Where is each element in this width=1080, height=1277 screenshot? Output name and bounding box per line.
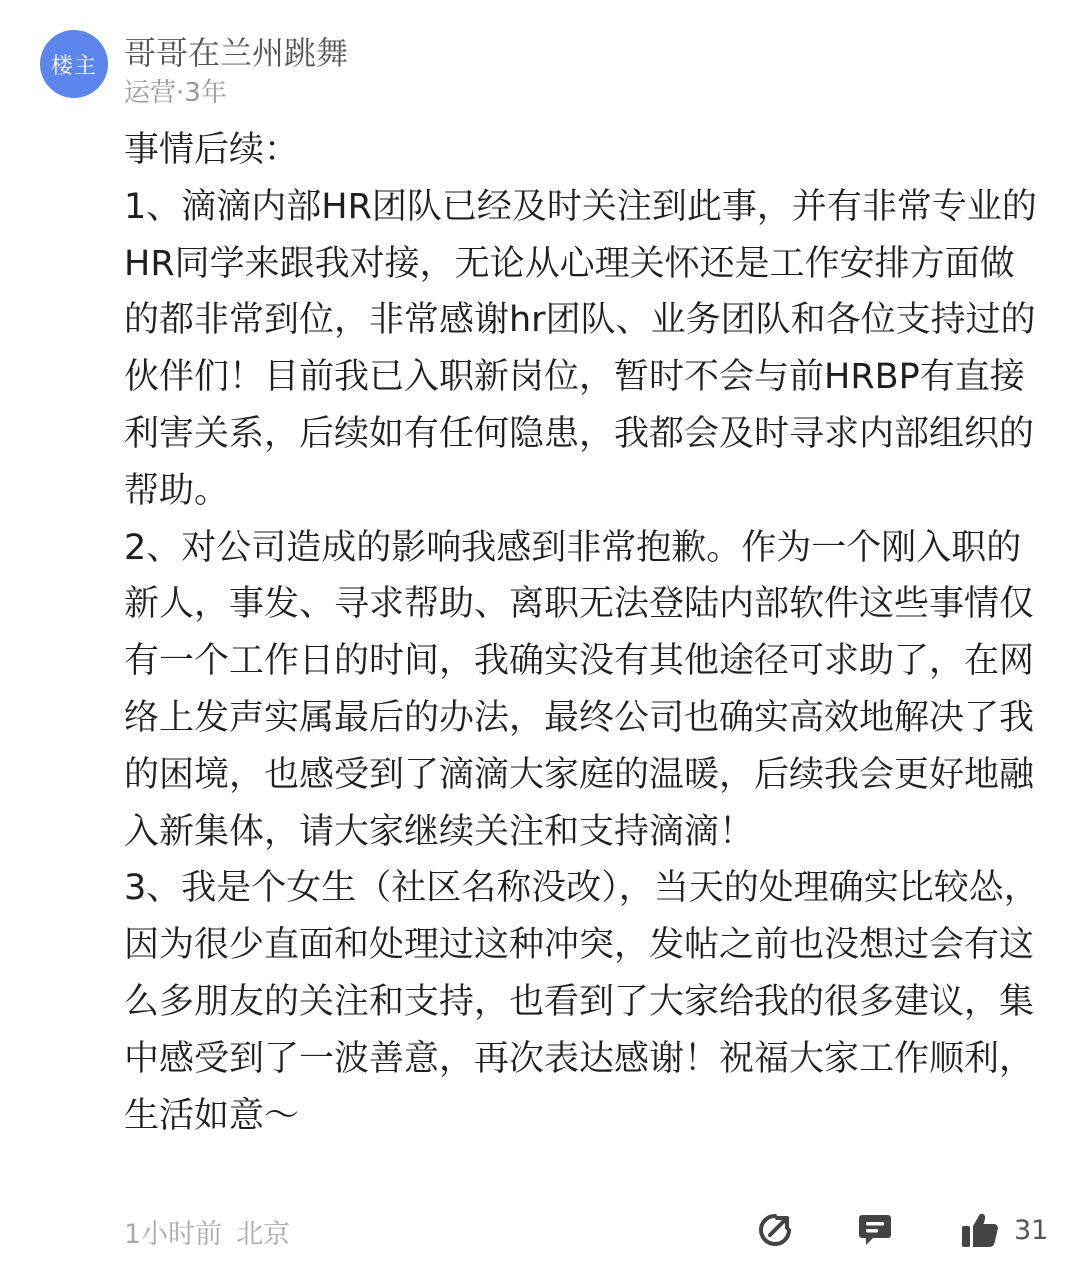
- comment-button[interactable]: [856, 1210, 894, 1250]
- post-paragraph: 事情后续：: [124, 130, 300, 170]
- share-button[interactable]: [756, 1210, 794, 1250]
- post-paragraph: 2、对公司造成的影响我感到非常抱歉。作为一个刚入职的新人，事发、寻求帮助、离职无法登陆内部软件这些事情仅有一个工作日的时间，我确实没有其他途径可求助了，在网络上发声实属最后的办法，最终公司也确实高效地解决了我的困境，也感受到了滴滴大家庭的温暖，后续我会更好地融入新集体，请大家继续关注和支持滴滴！: [124, 527, 1035, 852]
- like-button[interactable]: [960, 1210, 1048, 1250]
- share-icon: [756, 1211, 794, 1249]
- post-paragraph: 1、滴滴内部HR团队已经及时关注到此事，并有非常专业的HR同学来跟我对接，无论从心理关怀还是工作安排方面做的都非常到位，非常感谢hr团队、业务团队和各位支持过的伙伴们！目前我已入职新岗位，暂时不会与前HRBP有直接利害关系，后续如有任何隐患，我都会及时寻求内部组织的帮助。: [124, 186, 1037, 511]
- post-header: [40, 28, 1040, 108]
- post-content: [124, 122, 1040, 1144]
- post-footer: [124, 1206, 1049, 1254]
- user-tenure: 3年: [184, 78, 227, 108]
- post-time: 1小时前: [124, 1219, 223, 1250]
- user-role: 运营: [124, 78, 177, 108]
- post-location: 北京: [236, 1219, 291, 1250]
- avatar-badge: 楼主: [50, 53, 97, 79]
- meta-separator: ·: [176, 78, 185, 108]
- thumbs-up-icon: [960, 1211, 1000, 1249]
- username[interactable]: 哥哥在兰州跳舞: [124, 34, 349, 72]
- avatar[interactable]: [40, 30, 108, 98]
- user-meta: [124, 72, 227, 109]
- like-count: 31: [1014, 1214, 1049, 1246]
- comment-icon: [856, 1211, 894, 1249]
- post-paragraph: 3、我是个女生（社区名称没改），当天的处理确实比较怂，因为很少直面和处理过这种冲突，发帖之前也没想过会有这么多朋友的关注和支持，也看到了大家给我的很多建议，集中感受到了一波善意，再次表达感谢！祝福大家工作顺利，生活如意～: [124, 868, 1039, 1136]
- post-info: [124, 1212, 290, 1251]
